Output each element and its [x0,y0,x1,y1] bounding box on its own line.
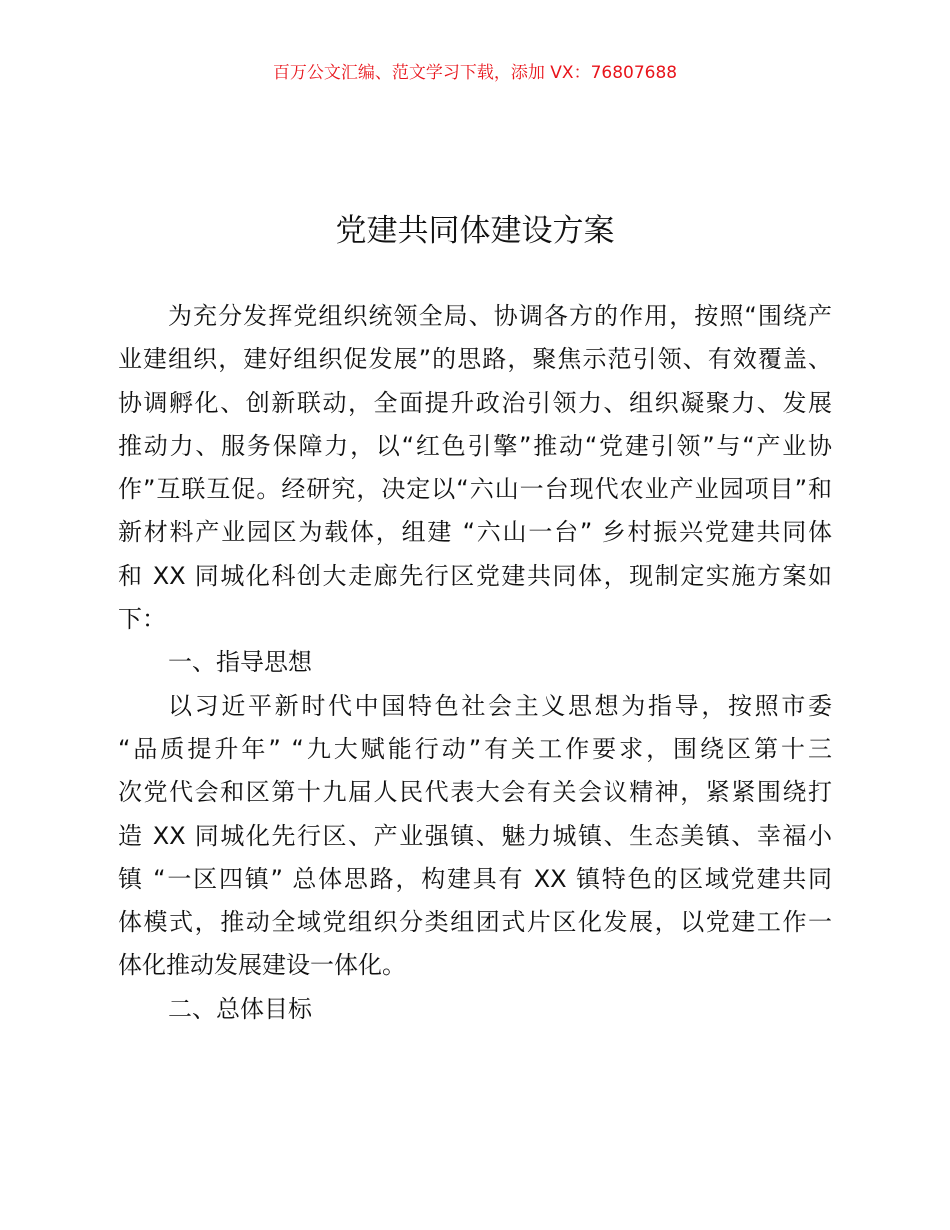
text-line: 造 XX 同城化先行区、产业强镇、魅力城镇、生态美镇、幸福小 [118,821,832,850]
section-heading [118,988,832,1031]
text-line: 下： [118,605,166,634]
document-title: 党建共同体建设方案 [335,213,615,249]
text-line: 体模式，推动全域党组织分类组团式片区化发展，以党建工作一 [118,908,832,937]
section-heading [118,641,832,684]
text-line: “品质提升年” “九大赋能行动”有关工作要求，围绕区第十三 [118,734,832,763]
document-body [118,295,832,1031]
body-paragraph [118,685,832,988]
text-line: 一、指导思想 [168,648,312,677]
text-line: 为充分发挥党组织统领全局、协调各方的作用，按照“围绕产 [168,302,832,330]
text-line: 推动力、服务保障力，以“红色引擎”推动“党建引领”与“产业协 [118,431,832,460]
text-line: 次党代会和区第十九届人民代表大会有关会议精神，紧紧围绕打 [118,778,832,807]
text-line: 新材料产业园区为载体，组建 “六山一台” 乡村振兴党建共同体 [118,518,832,547]
text-line: 协调孵化、创新联动，全面提升政治引领力、组织凝聚力、发展 [118,388,832,417]
watermark-header: 百万公文汇编、范文学习下载，添加 VX：76807688 [272,63,678,83]
text-line: 二、总体目标 [168,994,312,1023]
text-line: 和 XX 同城化科创大走廊先行区党建共同体，现制定实施方案如 [118,561,832,590]
text-line: 体化推动发展建设一体化。 [118,951,406,980]
text-line: 以习近平新时代中国特色社会主义思想为指导，按照市委 [168,691,832,720]
text-line: 镇 “一区四镇” 总体思路，构建具有 XX 镇特色的区域党建共同 [118,864,832,893]
text-line: 业建组织，建好组织促发展”的思路，聚焦示范引领、有效覆盖、 [118,345,832,374]
body-paragraph [118,295,832,641]
text-line: 作”互联互促。经研究，决定以“六山一台现代农业产业园项目”和 [118,475,832,504]
